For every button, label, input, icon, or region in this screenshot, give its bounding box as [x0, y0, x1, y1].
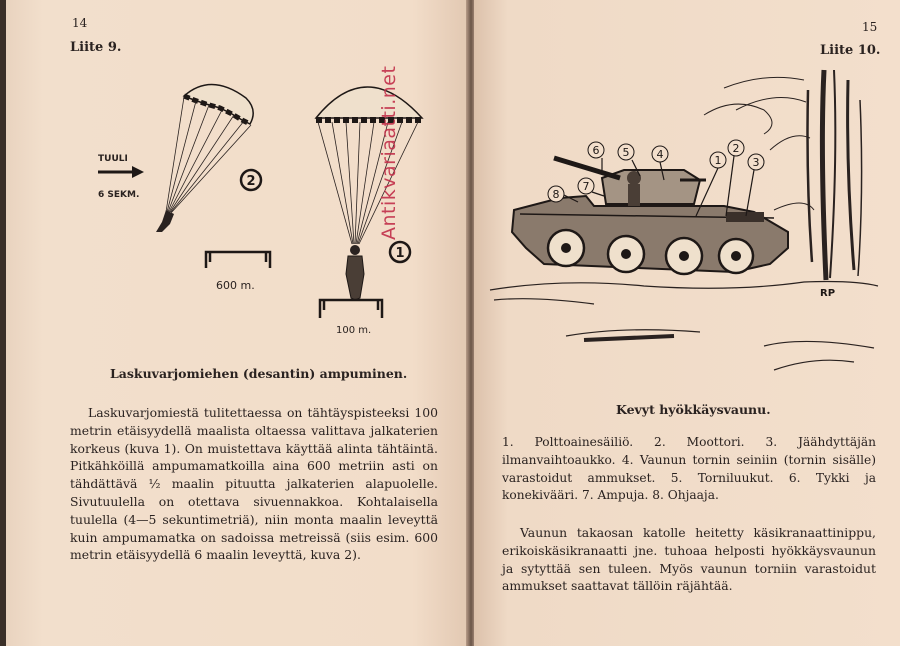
range-marker-600 [206, 252, 270, 268]
page-number: 14 [72, 16, 88, 30]
page-number: 15 [862, 20, 878, 34]
distance-100: 100 m. [336, 325, 372, 336]
body-paragraph: Laskuvarjomiestä tulitettaessa on tähtäyspisteeksi 100 metrin etäisyydellä maalista oltaessa valittava jalkaterien korkeus (kuva 1). On muistettava käyttää alinta tähtäintä. Pitkähköillä ampumamatkoilla aina 600 metriin asti on tähdättävä ½ maalin pituutta jalkaterien alapuolelle. Sivutuulella on otettava sivuennakkoa. Kohtalaisella tuulella (4—5 sekuntimetriä), niin monta maalin leveyttä kuin ampumamatka on sadoissa metreissä (siis esim. 600 metrin etäisyydellä 6 maalin leveyttä, kuva 2). [70, 405, 438, 563]
marker-1-icon [390, 242, 410, 262]
tank-illustration [474, 0, 900, 390]
svg-text:2: 2 [246, 174, 256, 189]
wind-label: TUULI [98, 154, 128, 164]
callout-1: 1 [714, 154, 722, 167]
legend-text: 1. Polttoainesäiliö. 2. Moottori. 3. Jäähdyttäjän ilmanvaihtoaukko. 4. Vaunun tornin seiniin (tornin sisälle) varastoidut ammukset. 5. Torniluukut. 6. Tykki ja konekivääri. 7. Ampuja. 8. Ohjaaja. [502, 435, 876, 503]
tilted-parachute [156, 84, 256, 232]
figure-caption: Laskuvarjomiehen (desantin) ampuminen. [110, 366, 408, 381]
distance-600: 600 m. [216, 279, 255, 292]
wind-time: 6 SEKM. [98, 190, 140, 200]
body-paragraph: Vaunun takaosan katolle heitetty käsikranaattinippu, erikoiskäsikranaatti jne. tuhoaa helposti hyökkäysvaunun ja sytyttää sen tuleen. Myös vaunun torniin varastoidut ammukset saattavat tällöin räjähtää. [502, 525, 876, 594]
callout-3: 3 [752, 156, 760, 169]
callout-8: 8 [552, 188, 560, 201]
callout-6: 6 [592, 144, 600, 157]
watermark: Antikvariaatti.net [378, 65, 400, 240]
artist-mark: RP [820, 288, 836, 299]
range-marker-100 [320, 300, 382, 318]
upright-parachute [316, 87, 422, 300]
right-page [474, 0, 900, 646]
callout-4: 4 [656, 148, 664, 161]
figure-caption: Kevyt hyökkäysvaunu. [616, 402, 771, 417]
svg-text:1: 1 [395, 246, 405, 261]
callout-7: 7 [582, 180, 590, 193]
callout-5: 5 [622, 146, 630, 159]
marker-2-icon [241, 170, 261, 190]
callout-2: 2 [732, 142, 740, 155]
wind-arrow-icon [98, 166, 144, 178]
appendix-label: Liite 10. [820, 43, 881, 58]
appendix-label: Liite 9. [70, 40, 122, 55]
